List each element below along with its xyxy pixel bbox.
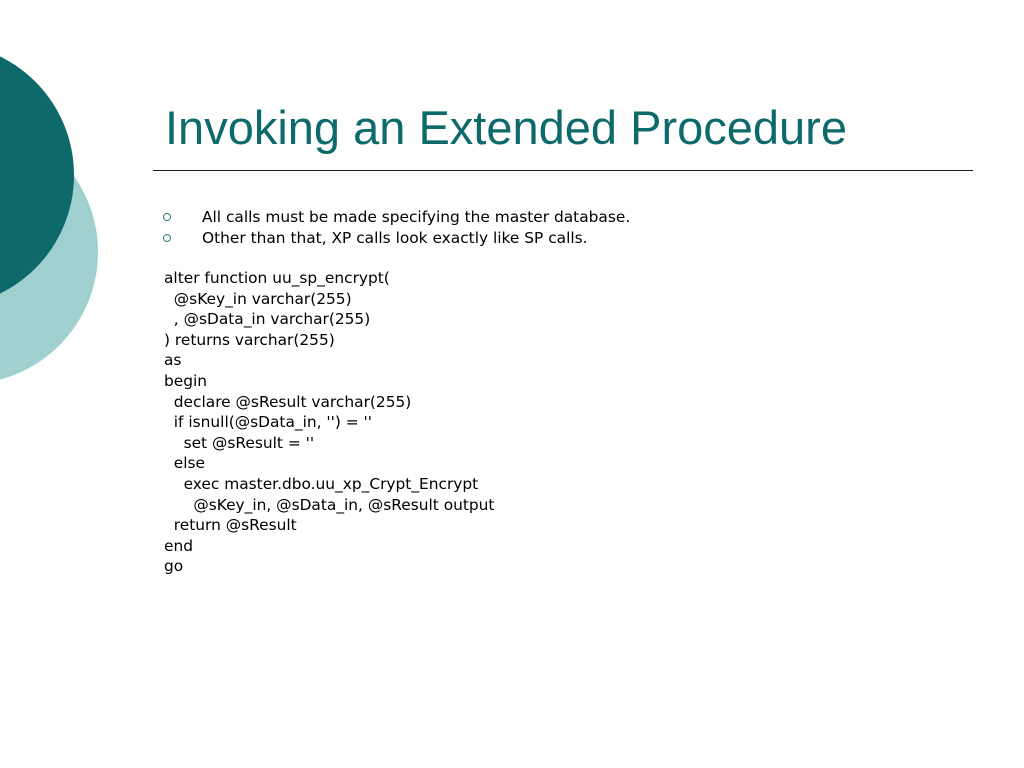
hollow-circle-bullet-icon — [163, 213, 171, 221]
code-line: alter function uu_sp_encrypt( — [164, 269, 390, 287]
code-line: exec master.dbo.uu_xp_Crypt_Encrypt — [164, 474, 479, 493]
code-line: else — [164, 454, 206, 473]
code-line: ) returns varchar(255) — [164, 330, 335, 349]
code-line: go — [164, 557, 184, 576]
slide-title: Invoking an Extended Procedure — [165, 101, 847, 154]
code-line: as — [164, 351, 182, 370]
code-line: @sKey_in, @sData_in, @sResult output — [164, 495, 495, 514]
code-line: return @sResult — [164, 516, 297, 535]
code-line: @sKey_in varchar(255) — [164, 289, 352, 308]
code-line: begin — [164, 371, 208, 390]
code-line: declare @sResult varchar(255) — [164, 392, 412, 411]
bullet-text: All calls must be made specifying the master database. — [202, 208, 631, 226]
hollow-circle-bullet-icon — [163, 234, 171, 242]
code-line: set @sResult = '' — [164, 433, 315, 452]
code-line: , @sData_in varchar(255) — [164, 310, 371, 329]
decorative-circles — [0, 0, 120, 420]
code-line: end — [164, 536, 193, 555]
title-divider — [153, 170, 973, 171]
code-line: if isnull(@sData_in, '') = '' — [164, 413, 373, 432]
code-block — [164, 268, 494, 577]
bullet-text: Other than that, XP calls look exactly like SP calls. — [202, 228, 588, 247]
